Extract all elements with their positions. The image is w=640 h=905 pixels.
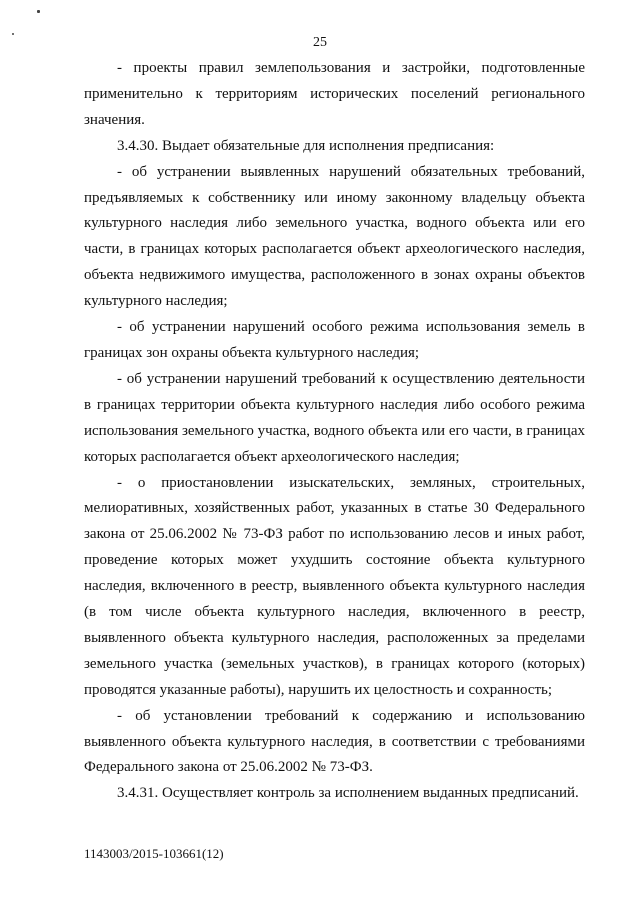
document-code: 1143003/2015-103661(12) bbox=[84, 846, 224, 861]
paragraph: - о приостановлении изыскательских, земляных, строительных, мелиоративных, хозяйственных работ, указанных в статье 30 Федерального закона от 25.06.2002 № 73-ФЗ работ по использованию лесов и иных работ, проведение которых может ухудшить состояние объекта культурного наследия, включенного в реестр, выявленного объекта культурного наследия (в том числе объекта культурного наследия, включенного в реестр, выявленного объекта культурного наследия, расположенных за пределами земельного участка (земельных участков), в границах которого (которых) проводятся указанные работы), нарушить их целостность и сохранность; bbox=[84, 474, 585, 698]
document-body bbox=[84, 56, 585, 807]
paragraph: - об устранении нарушений требований к осуществлению деятельности в границах территории объекта культурного наследия либо особого режима использования земельного участка, водного объекта или его части, в границах которых располагается объект археологического наследия; bbox=[84, 370, 585, 465]
paragraph: 3.4.30. Выдает обязательные для исполнения предписания: bbox=[117, 137, 495, 154]
paragraph: 3.4.31. Осуществляет контроль за исполнением выданных предписаний. bbox=[117, 785, 579, 802]
paragraph: - об установлении требований к содержанию и использованию выявленного объекта культурного наследия, в соответствии с требованиями Федерального закона от 25.06.2002 № 73-ФЗ. bbox=[84, 707, 585, 776]
paragraph: - об устранении выявленных нарушений обязательных требований, предъявляемых к собственнику или иному законному владельцу объекта культурного наследия либо земельного участка, водного объекта или его части, в границах которых располагается объект археологического наследия, объекта недвижимого имущества, расположенного в зонах охраны объектов культурного наследия; bbox=[84, 163, 585, 310]
paragraph: - об устранении нарушений особого режима использования земель в границах зон охраны объекта культурного наследия; bbox=[84, 319, 585, 361]
page-number: 25 bbox=[313, 35, 327, 50]
paragraph: - проекты правил землепользования и застройки, подготовленные применительно к территориям исторических поселений регионального значения. bbox=[84, 60, 585, 128]
scan-speck bbox=[37, 10, 40, 13]
